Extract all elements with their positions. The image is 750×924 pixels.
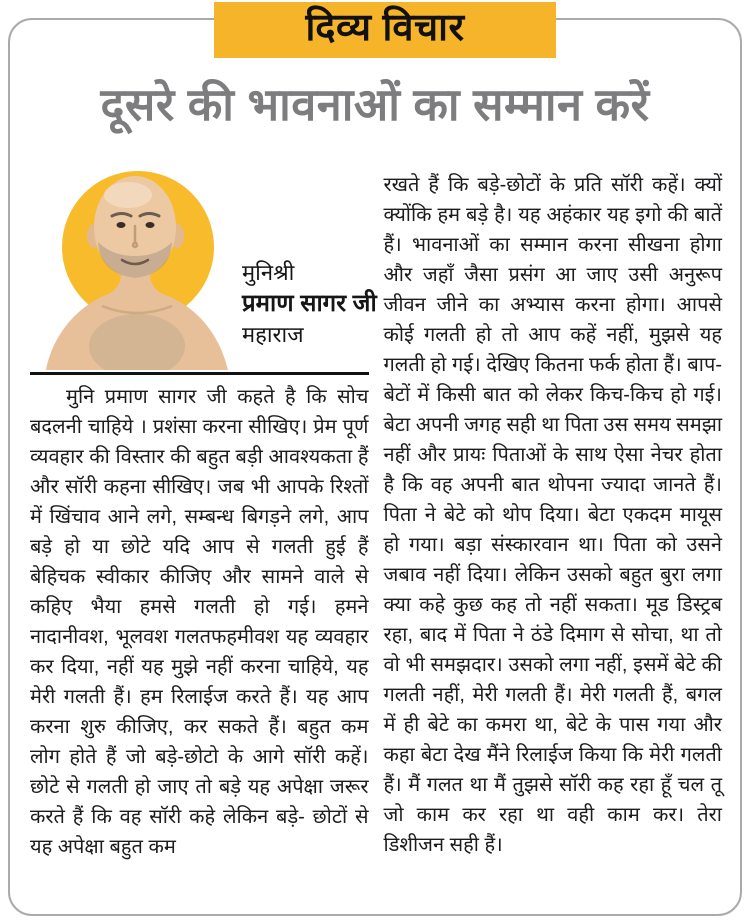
page-title: दूसरे की भावनाओं का सम्मान करें xyxy=(100,79,650,130)
monk-portrait-photo xyxy=(36,150,272,370)
separator-line xyxy=(30,372,369,375)
author-caption xyxy=(242,258,377,350)
author-suffix: महाराज xyxy=(242,322,304,348)
left-column xyxy=(30,150,377,906)
author-name: प्रमाण सागर जी xyxy=(242,289,377,317)
section-banner-title: दिव्य विचार xyxy=(305,7,465,49)
author-photo-block xyxy=(30,150,377,370)
eye-left xyxy=(117,222,126,228)
right-column xyxy=(384,150,723,906)
article-right-column-text: रखते हैं कि बड़े-छोटों के प्रति सॉरी कहें। क्यों क्योंकि हम बड़े है। यह अहंकार यह इगो की बातें हैं। भावनाओं का सम्मान करना सीखना होगा और जहाँ जैसा प्रसंग आ जाए उसी अनुरूप जीवन जीने का अभ्यास करना होगा। आपसे कोई गलती हो तो आप कहें नहीं, मुझसे यह गलती हो गई। देखिए कितना फर्क होता हैं। बाप-बेटों में किसी बात को लेकर किच-किच हो गई। बेटा अपनी जगह सही था पिता उस समय समझा नहीं और प्रायः पिताओं के साथ ऐसा नेचर होता है कि वह अपनी बात थोपना ज्यादा जानते हैं। पिता ने बेटे को थोप दिया। बेटा एकदम मायूस हो गया। बड़ा संस्कारवान था। पिता को उसने जबाव नहीं दिया। लेकिन उसको बहुत बुरा लगा क्या कहे कुछ कह तो नहीं सकता। मूड डिस्ट्रब रहा, बाद में पिता ने ठंडे दिमाग से सोचा, था तो वो भी समझदार। उसको लगा नहीं, इसमें बेटे की गलती नहीं, मेरी गलती हैं। मेरी गलती हैं, बगल में ही बेटे का कमरा था, बेटे के पास गया और कहा बेटा देख मैंने रिलाईज किया कि मेरी गलती हैं। मैं गलत था मैं तुझसे सॉरी कह रहा हूँ चल तू जो काम कर रहा था वही काम कर। तेरा डिशीजन सही हैं। xyxy=(383,174,723,856)
article-card xyxy=(8,7,742,916)
scalp-highlight xyxy=(104,182,152,208)
article-columns xyxy=(30,150,722,906)
eye-right xyxy=(146,222,155,228)
article-left-column-text: मुनि प्रमाण सागर जी कहते है कि सोच बदलनी चाहिये । प्रशंसा करना सीखिए। प्रेम पूर्ण व्यवहार की विस्तार की बहुत बड़ी आवश्यकता हैं और सॉरी कहना सीखिए। जब भी आपके रिश्तों में खिंचाव आने लगे, सम्बन्ध बिगड़ने लगे, आप बड़े हो या छोटे यदि आप से गलती हुई हैं बेहिचक स्वीकार कीजिए और सामने वाले से कहिए भैया हमसे गलती हो गई। हमने नादानीवश, भूलवश गलतफहमीवश यह व्यवहार कर दिया, नहीं यह मुझे नहीं करना चाहिये, यह मेरी गलती हैं। हम रिलाईज करते हैं। यह आप करना शुरु कीजिए, कर सकते हैं। बहुत कम लोग होते हैं जो बड़े-छोटो के आगे सॉरी कहें। छोटे से गलती हो जाए तो बड़े यह अपेक्षा जरूर करते हैं कि वह सॉरी कहे लेकिन बड़े- छोटों से यह अपेक्षा बहुत कम xyxy=(30,386,369,858)
section-banner xyxy=(214,2,556,58)
author-prefix: मुनिश्री xyxy=(242,260,295,285)
